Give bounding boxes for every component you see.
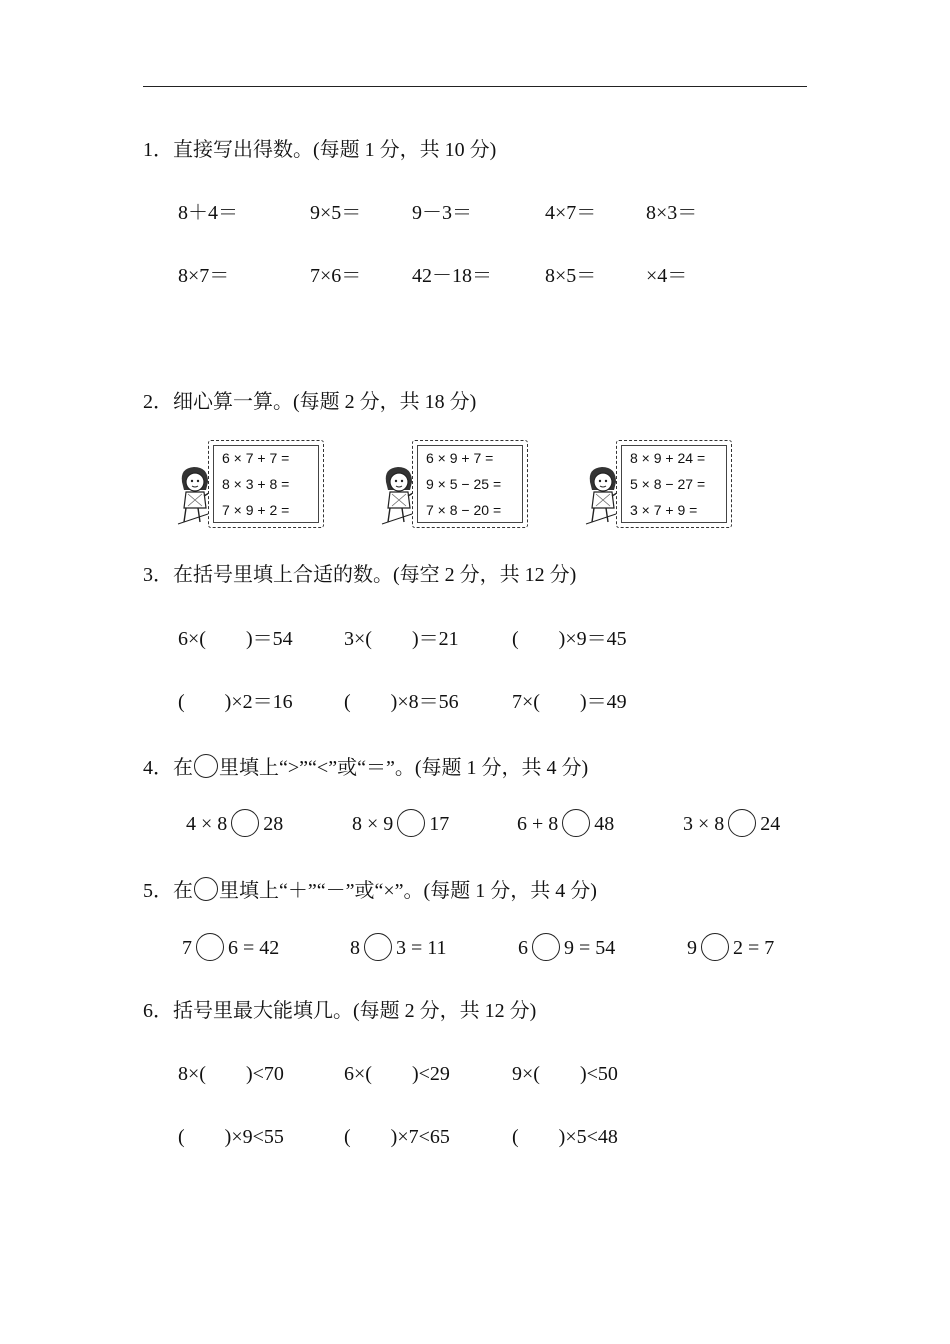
q2-card — [176, 440, 328, 530]
q3-item: 3×( )＝21 — [344, 628, 459, 650]
q4-item — [352, 809, 449, 837]
q4-right: 17 — [429, 813, 450, 835]
q4-title — [143, 754, 588, 780]
q2-card — [380, 440, 532, 530]
q5-right: 3 = 11 — [396, 937, 447, 959]
q4-left: 6 + 8 — [517, 813, 559, 835]
q5-title-post: 里填上“＋”“－”或“×”。(每题 1 分，共 4 分) — [219, 880, 597, 902]
q6-item: 8×( )<70 — [178, 1063, 284, 1085]
q4-left: 4 × 8 — [186, 813, 228, 835]
q2-title: 2．细心算一算。(每题 2 分，共 18 分) — [143, 391, 477, 413]
q5-item — [350, 933, 447, 961]
answer-circle[interactable] — [701, 933, 729, 961]
q5-left: 9 — [687, 937, 697, 959]
q4-right: 24 — [760, 813, 781, 835]
q4-item — [683, 809, 780, 837]
q5-title-pre: 5．在 — [143, 880, 193, 902]
q2-expression: 3 × 7 + 9 = — [630, 502, 698, 518]
q5-item — [687, 933, 774, 961]
q3-item: 6×( )＝54 — [178, 628, 293, 650]
q2-expression: 6 × 7 + 7 = — [222, 450, 290, 466]
q2-card — [584, 440, 736, 530]
q2-expression: 8 × 9 + 24 = — [630, 450, 706, 466]
answer-circle[interactable] — [231, 809, 259, 837]
q3-item: ( )×8＝56 — [344, 691, 459, 713]
q4-left: 3 × 8 — [683, 813, 725, 835]
q4-title-post: 里填上“>”“<”或“＝”。(每题 1 分，共 4 分) — [219, 757, 589, 779]
circle-icon — [194, 754, 218, 778]
q5-right: 9 = 54 — [564, 937, 616, 959]
q4-item — [517, 809, 614, 837]
q6-item: 6×( )<29 — [344, 1063, 450, 1085]
q5-left: 8 — [350, 937, 360, 959]
q1-item: 7×6＝ — [310, 265, 362, 287]
q4-title-pre: 4．在 — [143, 757, 193, 779]
q2-expression: 7 × 8 − 20 = — [426, 502, 502, 518]
circle-icon — [194, 877, 218, 901]
q4-item — [186, 809, 283, 837]
q6-item: ( )×5<48 — [512, 1126, 618, 1148]
q1-item: 9×5＝ — [310, 202, 362, 224]
q1-item: 8×7＝ — [178, 265, 230, 287]
q4-left: 8 × 9 — [352, 813, 394, 835]
header-rule — [143, 86, 807, 87]
q3-item: 7×( )＝49 — [512, 691, 627, 713]
q1-item: 4×7＝ — [545, 202, 597, 224]
answer-circle[interactable] — [364, 933, 392, 961]
q6-item: 9×( )<50 — [512, 1063, 618, 1085]
q1-item: 9－3＝ — [412, 202, 472, 224]
q5-left: 6 — [518, 937, 528, 959]
answer-circle[interactable] — [196, 933, 224, 961]
q1-item: 8＋4＝ — [178, 202, 238, 224]
q5-right: 2 = 7 — [733, 937, 775, 959]
q5-left: 7 — [182, 937, 192, 959]
answer-circle[interactable] — [728, 809, 756, 837]
q5-item — [182, 933, 279, 961]
q4-right: 28 — [263, 813, 284, 835]
answer-circle[interactable] — [532, 933, 560, 961]
answer-circle[interactable] — [562, 809, 590, 837]
q3-item: ( )×2＝16 — [178, 691, 293, 713]
q2-expression: 9 × 5 − 25 = — [426, 476, 502, 492]
q5-item — [518, 933, 615, 961]
q2-expression: 7 × 9 + 2 = — [222, 502, 290, 518]
q1-title: 1．直接写出得数。(每题 1 分，共 10 分) — [143, 139, 497, 161]
q1-item: 42－18＝ — [412, 265, 492, 287]
q5-title — [143, 877, 597, 903]
q2-expression: 8 × 3 + 8 = — [222, 476, 290, 492]
q1-item: ×4＝ — [646, 265, 688, 287]
q2-expression: 6 × 9 + 7 = — [426, 450, 494, 466]
q6-item: ( )×9<55 — [178, 1126, 284, 1148]
q5-right: 6 = 42 — [228, 937, 280, 959]
q6-item: ( )×7<65 — [344, 1126, 450, 1148]
q2-expression: 5 × 8 − 27 = — [630, 476, 706, 492]
answer-circle[interactable] — [397, 809, 425, 837]
q1-item: 8×5＝ — [545, 265, 597, 287]
q3-item: ( )×9＝45 — [512, 628, 627, 650]
q1-item: 8×3＝ — [646, 202, 698, 224]
q3-title: 3．在括号里填上合适的数。(每空 2 分，共 12 分) — [143, 564, 577, 586]
q4-right: 48 — [594, 813, 615, 835]
q6-title: 6．括号里最大能填几。(每题 2 分，共 12 分) — [143, 1000, 537, 1022]
